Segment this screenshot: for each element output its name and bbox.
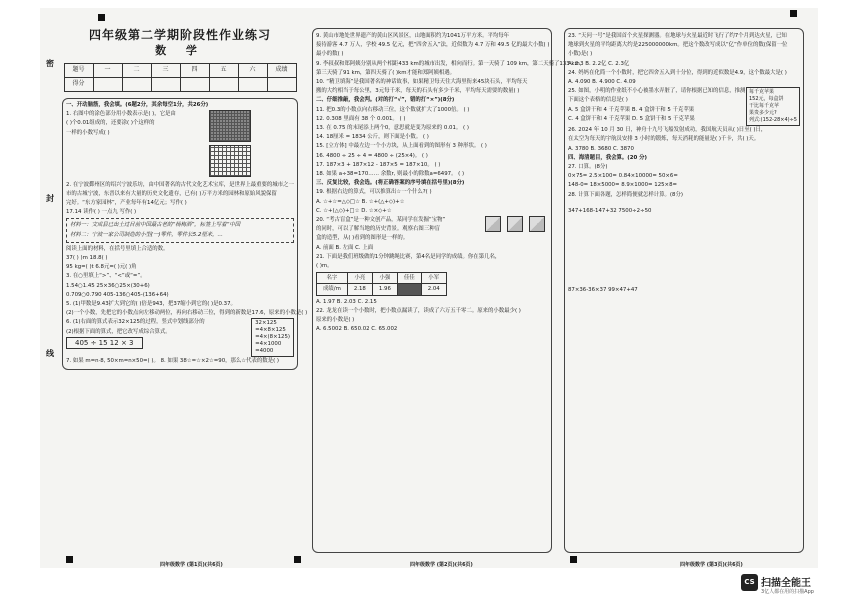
- judge-line: 17. 187×3 + 187×12 - 187×5 = 187×10。 ( ): [316, 161, 441, 168]
- column-2: [312, 28, 586, 553]
- score-cell: 五: [209, 64, 238, 78]
- arith-steps-box: [251, 318, 294, 357]
- camscanner-logo-icon: CS: [741, 574, 758, 591]
- section-heading: 一、开动脑筋，我会填。(6题2分，其余每空1分，共26分): [66, 102, 209, 108]
- note-box: [746, 87, 800, 126]
- question-line: 20. “考古盲盒”是一种文创产品，某同学在发掘“宝物”: [316, 217, 446, 224]
- note-line: 每千克苹果: [748, 89, 774, 96]
- score-input-cell[interactable]: [180, 78, 209, 92]
- registration-mark: [66, 556, 73, 563]
- note-line: 果贵多少元?: [748, 110, 777, 117]
- section-heading: 三、反复比较，我会选。(将正确答案的序号填在括号里)(8分): [316, 180, 465, 187]
- registration-mark: [98, 14, 105, 21]
- cube-figure: [507, 216, 523, 232]
- question-line: 26. 2024 年 10 月 30 日，神舟十九号飞船发射成功，我国航天员从( )日至( )日，: [568, 127, 767, 134]
- option-line: A. 2.3 B. 2.2亿 C. 2.3亿: [568, 60, 630, 67]
- option-line: A. 3780 B. 3680 C. 3870: [568, 145, 634, 152]
- question-line: 一样的小数写成( ): [66, 129, 110, 136]
- footer-page-1: 四年级数学 (第1页)(共6页): [160, 562, 223, 568]
- judge-line: 14. 18厘米 = 1834 公斤，则下面是小数。 ( ): [316, 134, 429, 141]
- question-line: (2)一个小数，先把它的小数点向左移动两位，再向右移动三位，得到的新数是17.6，原来的小数是( ): [66, 310, 308, 317]
- column-3: [564, 28, 804, 553]
- option-line: A. 1.97 B. 2.03 C. 2.15: [316, 298, 377, 305]
- footer-page-2: 四年级数学 (第2页)(共6页): [410, 562, 473, 568]
- table-cell: 成绩/m: [317, 284, 348, 295]
- shaded-grid-figure: [209, 110, 251, 142]
- note-line: 列式:(152-28×4)÷5: [748, 117, 797, 124]
- note-line: 干比每千克苹: [748, 103, 779, 110]
- score-cell: 四: [180, 64, 209, 78]
- expression-box: 405 ÷ 15 12 × 3: [66, 337, 143, 349]
- table-cell: 小军: [421, 273, 446, 284]
- arith-step: =4×(8×125): [255, 334, 290, 341]
- score-input-cell[interactable]: [93, 78, 122, 92]
- question-line: 0.709○0.790 405-136○405-(136+64): [66, 291, 169, 298]
- question-line: 6. (1)右面的算式表示32×125的过程，竖式中划线部分的: [66, 319, 205, 326]
- question-line: 7. 如果 m=n·8, 50×m=n×50=( )。 8. 如果 38☆=☆×2☆=90，那么☆代表的数是( ): [66, 358, 280, 365]
- table-cell: 小亮: [347, 273, 372, 284]
- binding-mark-xian: 线: [46, 349, 54, 358]
- question-line: ( )个0.01组成的，还要涂( )个这样的: [66, 120, 155, 127]
- table-cell: 1.96: [372, 284, 397, 295]
- arith-step: =4×1000: [255, 341, 282, 348]
- registration-mark: [294, 556, 301, 563]
- option-line: A. ☆+☆=△◇□☆ B. ☆+(△+◇)+☆: [316, 198, 405, 205]
- score-cell: 六: [238, 64, 267, 78]
- question-line: 第三天骑了91 km，第四天骑了( )km才能和郑阿姨相遇。: [316, 69, 456, 76]
- judge-line: 15. [立方体] 中最左边一个小方块，从上面看到的图形有 3 种形状。 ( ): [316, 143, 487, 150]
- material-text: 材料一：文成县已出土过目前中国最古老的“杨梅酒”，标签上写着“中国: [70, 222, 241, 229]
- question-line: ( )m。: [316, 263, 333, 270]
- score-input-cell[interactable]: [209, 78, 238, 92]
- table-cell: 2.04: [421, 284, 446, 295]
- score-cell: 三: [151, 64, 180, 78]
- question-line: 28. 计算下面各题，怎样简便就怎样计算。(8分): [568, 191, 683, 198]
- score-cell: 得分: [64, 78, 93, 92]
- score-cell: 二: [122, 64, 151, 78]
- column-1: [62, 28, 308, 372]
- question-line: (2)根据下面的算式，把它改写成综合算式。: [66, 328, 171, 335]
- question-line: 9. 李叔叔和郑阿姨分别从两个相距433 km的城市出发，相向而行。第一天骑了 109 km，第二天骑了133 km，: [316, 60, 586, 67]
- score-cell: 题号: [64, 64, 93, 78]
- registration-mark: [570, 556, 577, 563]
- score-input-cell[interactable]: [238, 78, 267, 92]
- section-heading: 四、海清题目，我会算。(20 分): [568, 154, 647, 161]
- question-line: 接待游客 4.7 万人，学校 49.5 亿元，把“四舍五入”法，近似数为 4.7 万和 49.5 亿的最大小数( ): [316, 42, 550, 49]
- option-line: A. 4.090 B. 4.900 C. 4.09: [568, 79, 636, 86]
- section-heading: 二、仔细推敲，我会判。(对的打“√”，错的打“×”)(8分): [316, 97, 455, 104]
- mental-math-row: 148-0= 18×5000= 8.9×1000= 125×8=: [568, 182, 678, 189]
- question-line: 23. “天问一号”是我国首个火星探测器。在地球与火星最近时飞行了约7个月到达火星，已知: [568, 33, 787, 39]
- exam-sheet: [40, 8, 818, 568]
- score-cell: 一: [93, 64, 122, 78]
- table-cell: 佳佳: [397, 273, 421, 284]
- question-line: 10. “精卫填海”是我国著名的神话故事，如果精卫每天往大海里衔来45块石头，平均每天: [316, 79, 528, 86]
- table-cell: 小强: [372, 273, 397, 284]
- judge-line: 13. 在 0.75 的末尾添上两个0，意思就是变为原来的 0.01。 ( ): [316, 125, 469, 132]
- registration-mark: [790, 10, 797, 17]
- score-input-cell[interactable]: [267, 78, 296, 92]
- judge-line: 18. 如果 a÷38=170…… 余数r, 则最小的除数a=6497。 ( ): [316, 171, 465, 178]
- arith-step: =4×8×125: [255, 327, 286, 334]
- question-line: 在太空为每天的宇航员安排 3 小时的锻炼，每天消耗的能量是( )千卡，共( )天。: [568, 136, 760, 143]
- question-line: 19. 根据右边的算式，可以推算出☆一个什么?( ): [316, 189, 432, 196]
- option-line: A. 6.5002 B. 650.02 C. 65.002: [316, 326, 398, 333]
- question-line: 盒的造型，从( )看到的图形是一样的。: [316, 235, 409, 242]
- footer-page-3: 四年级数学 (第3页)(共6页): [680, 562, 743, 568]
- mental-math-row: 0×75= 2.5×100= 0.84×10000= 50×6=: [568, 173, 678, 180]
- note-line: 152元，每盒饼: [748, 96, 784, 103]
- question-line: 市的古城宁波，东晋以来有大量的历史文化遗存，已有( )万平方米的园林和原始风貌保留: [66, 190, 277, 197]
- results-table: [316, 272, 447, 295]
- calc-row: 347+168-147+32 7500÷2÷50: [568, 207, 652, 214]
- question-line: 22. 龙龙在读一个小数时，把小数点漏读了，读成了六万五千零二。原来的小数最少( ): [316, 307, 521, 314]
- question-line: 24. 妈妈在化简一个小数时，把它四舍五入到十分位，得到的近似数是4.9，这个数最大是( ): [568, 69, 787, 76]
- judge-line: 12. 0.308 里面有 38 个 0.001。 ( ): [316, 115, 406, 122]
- cube-figure: [485, 216, 501, 232]
- score-input-cell[interactable]: [122, 78, 151, 92]
- question-line: 小数)是( ): [568, 51, 593, 58]
- question-line: 阅读上面的材料，在括号里填上合适的数。: [66, 245, 169, 252]
- score-input-cell[interactable]: [151, 78, 180, 92]
- exam-subject: 数 学: [155, 44, 205, 57]
- question-line: 21. 下面是我们班级做的1分钟跳绳比赛，第4名是同学的成绩。你在第几名，: [316, 253, 501, 260]
- option-line: A. 5 盒饼干和 4 千克苹果 B. 4 盒饼干和 5 千克苹果: [568, 106, 695, 113]
- question-line: 17.14 读作( ) 一点九 写作( ): [66, 209, 137, 216]
- exam-title: 四年级第二学期阶段性作业练习: [88, 28, 271, 42]
- section-1-box: [62, 98, 308, 370]
- calc-row: 87×36-36×37 99×47+47: [568, 287, 638, 294]
- question-line: 搬的大约相当于每公里，3元每千米，每天的石头有多少千米，平均每天需要的数量( ): [316, 88, 520, 95]
- work-space[interactable]: [568, 216, 800, 286]
- judge-line: 16. 4800 ÷ 25 ÷ 4 = 4800 ÷ (25×4)。 ( ): [316, 152, 428, 159]
- score-table: [64, 63, 297, 92]
- cube-figure: [529, 216, 545, 232]
- binding-mark-feng: 封: [46, 194, 54, 203]
- question-line: 27. 口算。(8分): [568, 164, 608, 171]
- question-line: 地球到火星的平均距离大约是225000000km。把这个数改写成以“亿”作单位的数(保留一位: [568, 42, 788, 49]
- question-line: 1. 右图中的涂色部分用小数表示是( )，它是由: [66, 111, 176, 118]
- camscanner-tagline: 3亿人都在用的扫描App: [761, 589, 814, 595]
- score-cell: 成绩: [267, 64, 296, 78]
- table-cell: 2.18: [347, 284, 372, 295]
- option-line: C. ☆+(△◇)+□☆ D. ☆×◇+☆: [316, 207, 392, 214]
- camscanner-name: 扫描全能王: [761, 578, 811, 589]
- material-box: [66, 218, 294, 242]
- option-line: C. 4 盒饼干和 4 千克苹果 D. 5 盒饼干和 5 千克苹果: [568, 115, 695, 122]
- question-line: 37( ) )m 18.8( ): [66, 255, 108, 262]
- work-space[interactable]: [568, 295, 800, 365]
- arith-step: 32×125: [255, 320, 277, 327]
- arith-step: =4000: [255, 348, 274, 355]
- question-line: 完好。“东方家园林”，产业每年有14亿元；写作( ): [66, 200, 187, 207]
- question-line: 最小的数( ): [316, 51, 344, 58]
- question-line: 95 kg=( )t 6.8元=( )元( )角: [66, 264, 137, 271]
- ink-blot-cell: [397, 284, 421, 295]
- question-line: 3. 在○里填上“>”、“<”或“=”。: [66, 273, 146, 280]
- judge-line: 11. 把0.3的小数点向右移动三位，这个数就扩大了1000倍。 ( ): [316, 106, 470, 113]
- hundred-grid-figure: [209, 145, 251, 177]
- question-line: 2. 在宁波鄞州区的绍兴宁波乐坊，由中国著名的古代文化艺术宝库，是世界上最重要的城市之一: [66, 181, 294, 188]
- question-line: 原来的小数是( ): [316, 317, 355, 324]
- question-line: 5. (1)甲数是9.43扩大到它的( )倍是943，把37缩小到它的( )是0.37。: [66, 301, 236, 308]
- question-line: 下面这个表格的信息是( ): [568, 97, 628, 104]
- table-cell: 名字: [317, 273, 348, 284]
- question-line: 25. 如图，小明的作业纸不小心被墨水弄脏了，请你根据已知的信息，推测: [568, 88, 746, 95]
- option-line: A. 前面 B. 左面 C. 上面: [316, 244, 374, 251]
- question-line: 的同时，可以了解当地的历史背景。观察右图三种盲: [316, 226, 440, 233]
- material-text: 材料二：宁波一家公司制造的小型(一)零件，零件长5.2厘米，…: [70, 231, 223, 238]
- binding-mark-mi: 密: [46, 59, 54, 68]
- question-line: 1.54○1.45 25×36○25×(30+6): [66, 282, 150, 289]
- question-line: 9. 黄山市地处世界遗产的黄山区风景区，山地面积约为1041万平方米。平均每年: [316, 33, 510, 39]
